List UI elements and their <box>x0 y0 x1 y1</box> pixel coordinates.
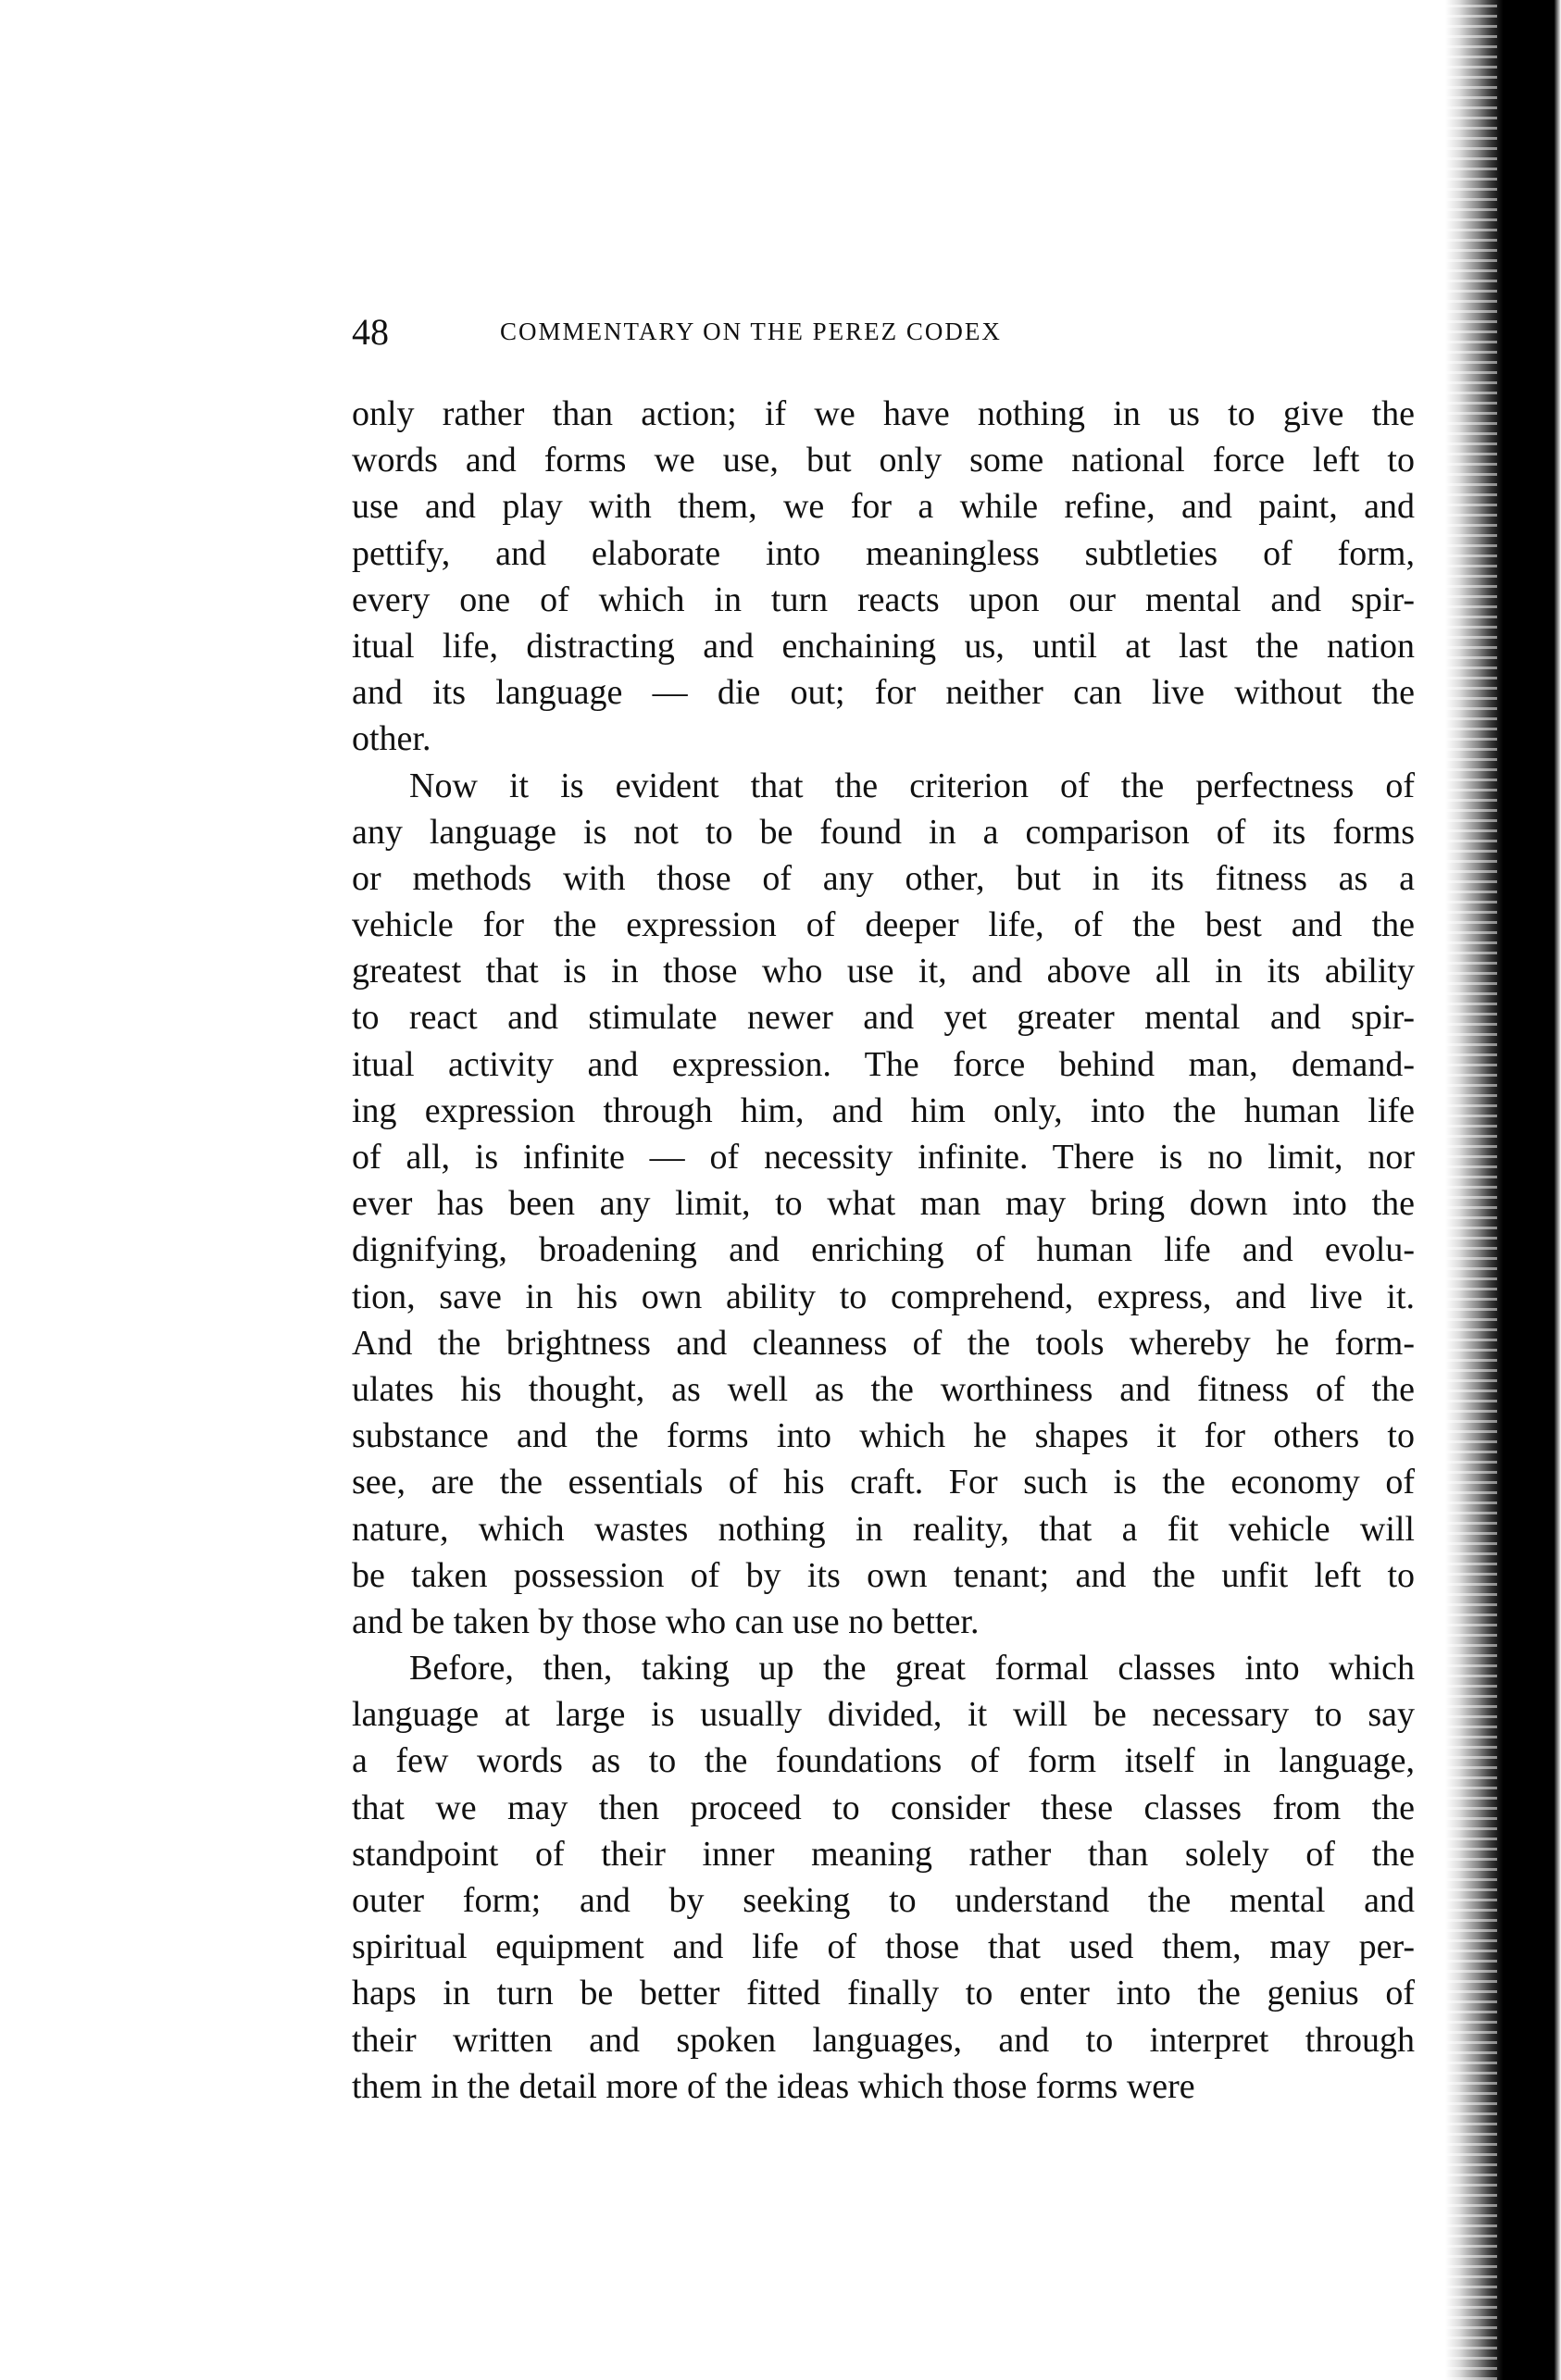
text-line: that we may then proceed to consider these classes from the <box>352 1788 1415 1827</box>
text-line: dignifying, broadening and enriching of human life and evolu- <box>352 1230 1415 1270</box>
text-line: other. <box>352 719 431 759</box>
text-line: see, are the essentials of his craft. For such is the economy of <box>352 1463 1415 1502</box>
text-line: standpoint of their inner meaning rather than solely of the <box>352 1834 1415 1874</box>
text-line: itual activity and expression. The force behind man, demand- <box>352 1044 1415 1084</box>
text-line: spiritual equipment and life of those that used them, may per- <box>352 1927 1415 1967</box>
paragraph <box>352 391 1415 763</box>
running-header <box>352 310 1412 356</box>
running-title: COMMENTARY ON THE PEREZ CODEX <box>500 318 1002 345</box>
text-line: Before, then, taking up the great formal classes into which <box>409 1649 1415 1688</box>
text-line: pettify, and elaborate into meaningless subtleties of form, <box>352 533 1415 573</box>
text-line: itual life, distracting and enchaining us, until at last the nation <box>352 626 1415 666</box>
text-line: Now it is evident that the criterion of the perfectness of <box>409 766 1415 805</box>
text-line: words and forms we use, but only some national force left to <box>352 441 1415 480</box>
text-line: haps in turn be better fitted finally to enter into the genius of <box>352 1974 1415 2013</box>
text-line: only rather than action; if we have nothing in us to give the <box>352 394 1415 433</box>
text-line: be taken possession of by its own tenant; and the unfit left to <box>352 1555 1415 1595</box>
text-line: or methods with those of any other, but in its fitness as a <box>352 858 1415 898</box>
text-line: their written and spoken languages, and to interpret through <box>352 2020 1415 2060</box>
text-line: ever has been any limit, to what man may bring down into the <box>352 1184 1415 1224</box>
book-binding-edge <box>1445 0 1561 2380</box>
text-line: every one of which in turn reacts upon our mental and spir- <box>352 579 1415 619</box>
text-line: ing expression through him, and him only, into the human life <box>352 1090 1415 1130</box>
text-line: and be taken by those who can use no better. <box>352 1601 980 1641</box>
page-number: 48 <box>352 311 389 353</box>
text-line: And the brightness and cleanness of the tools whereby he form- <box>352 1323 1415 1363</box>
text-line: to react and stimulate newer and yet greater mental and spir- <box>352 998 1415 1038</box>
paragraph <box>352 763 1415 1646</box>
text-line: any language is not to be found in a comparison of its forms <box>352 812 1415 852</box>
text-line: outer form; and by seeking to understand the mental and <box>352 1881 1415 1920</box>
text-line: vehicle for the expression of deeper life, of the best and the <box>352 905 1415 945</box>
text-line: them in the detail more of the ideas which those forms were <box>352 2066 1195 2106</box>
text-line: and its language — die out; for neither can live without the <box>352 673 1415 713</box>
text-line: substance and the forms into which he shapes it for others to <box>352 1416 1415 1456</box>
text-line: nature, which wastes nothing in reality, that a fit vehicle will <box>352 1509 1415 1549</box>
text-line: tion, save in his own ability to comprehend, express, and live it. <box>352 1277 1415 1316</box>
text-line: greatest that is in those who use it, and above all in its ability <box>352 952 1415 991</box>
body-text <box>352 391 1415 2110</box>
text-line: ulates his thought, as well as the worthiness and fitness of the <box>352 1369 1415 1409</box>
text-line: language at large is usually divided, it will be necessary to say <box>352 1695 1415 1735</box>
paragraph <box>352 1645 1415 2110</box>
text-line: a few words as to the foundations of form itself in language, <box>352 1741 1415 1781</box>
text-line: use and play with them, we for a while refine, and paint, and <box>352 487 1415 527</box>
text-line: of all, is infinite — of necessity infinite. There is no limit, nor <box>352 1138 1415 1177</box>
